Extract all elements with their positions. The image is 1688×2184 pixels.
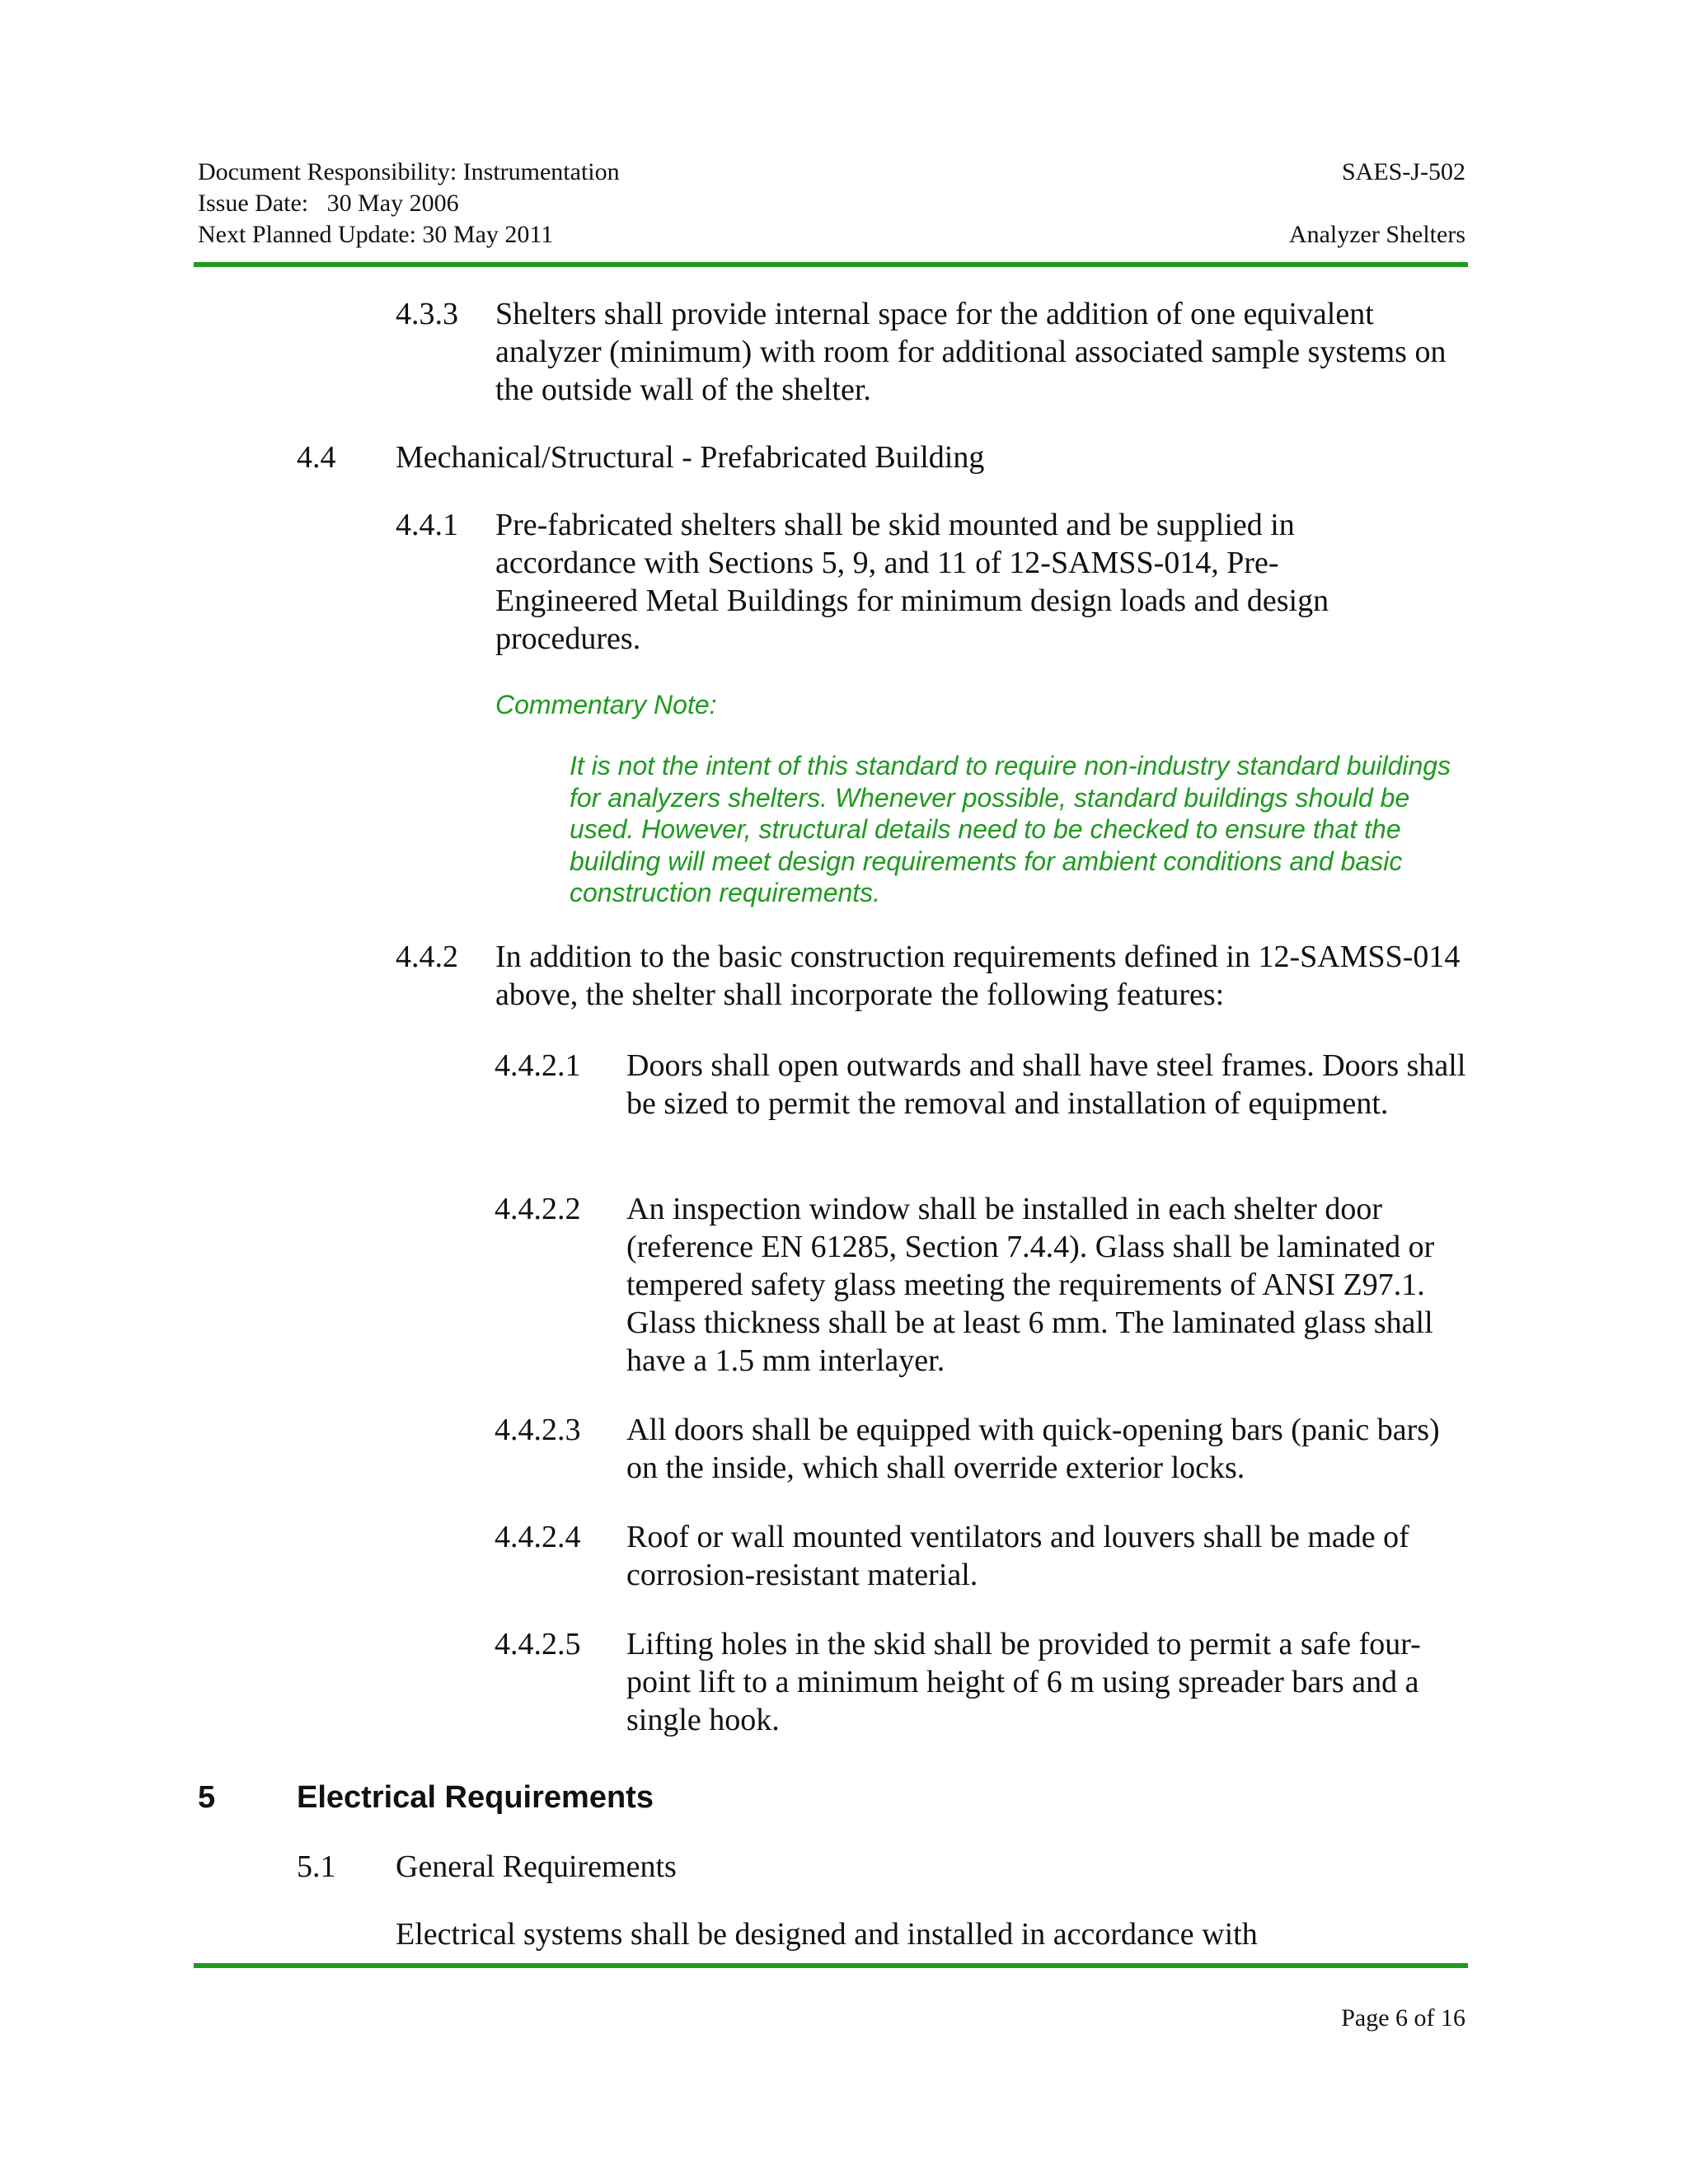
section-heading: Electrical Requirements bbox=[297, 1780, 654, 1815]
section-number: 4.4.2.4 bbox=[495, 1520, 581, 1554]
footer-divider bbox=[194, 1963, 1468, 1968]
section-text: Roof or wall mounted ventilators and louvers shall be made of corrosion-resistant material. bbox=[626, 1520, 1409, 1592]
section-number: 4.4.2.5 bbox=[495, 1627, 581, 1661]
commentary-text: It is not the intent of this standard to require non-industry standard buildings for analyzers shelters. Whenever possible, standard buildings should be used. However, structural details need to be checked to ensure that the building will meet design requirements for ambient conditions and basic construction requirements. bbox=[570, 751, 1451, 907]
section-text: Pre-fabricated shelters shall be skid mounted and be supplied in accordance with Sections 5, 9, and 11 of 12-SAMSS-014, Pre-Engineered Metal Buildings for minimum design loads and design procedures. bbox=[495, 508, 1329, 656]
section-number: 4.4 bbox=[297, 440, 336, 475]
doc-title: Analyzer Shelters bbox=[1288, 221, 1465, 248]
page-header bbox=[198, 157, 1465, 251]
section-text: Electrical systems shall be designed and installed in accordance with bbox=[396, 1917, 1258, 1952]
section-text: In addition to the basic construction requirements defined in 12-SAMSS-014 above, the shelter shall incorporate the following features: bbox=[495, 940, 1461, 1012]
section-text: An inspection window shall be installed in each shelter door (reference EN 61285, Section 7.4.4). Glass shall be laminated or tempered safety glass meeting the requirements of ANSI Z97.1. Glass thickness shall be at least 6 mm. The laminated glass shall have a 1.5 mm interlayer. bbox=[626, 1192, 1435, 1378]
section-number: 5.1 bbox=[297, 1849, 336, 1884]
section-text: Lifting holes in the skid shall be provided to permit a safe four-point lift to a minimum height of 6 m using spreader bars and a single hook. bbox=[626, 1627, 1421, 1737]
header-divider bbox=[194, 262, 1468, 267]
section-number: 4.3.3 bbox=[396, 297, 458, 331]
section-text: Shelters shall provide internal space for the addition of one equivalent analyzer (minimum) with room for additional associated sample systems on the outside wall of the shelter. bbox=[495, 297, 1447, 407]
section-text: Doors shall open outwards and shall have steel frames. Doors shall be sized to permit the removal and installation of equipment. bbox=[626, 1048, 1466, 1121]
section-number: 4.4.2 bbox=[396, 940, 458, 974]
section-number: 4.4.2.1 bbox=[495, 1048, 581, 1083]
section-number: 4.4.2.2 bbox=[495, 1192, 581, 1226]
issue-date: Issue Date: 30 May 2006 bbox=[198, 190, 459, 217]
section-number: 4.4.1 bbox=[396, 508, 458, 542]
next-update: Next Planned Update: 30 May 2011 bbox=[198, 221, 554, 248]
section-5-heading bbox=[198, 1779, 654, 1816]
doc-responsibility: Document Responsibility: Instrumentation bbox=[198, 158, 620, 185]
page-number: Page 6 of 16 bbox=[1341, 2004, 1465, 2032]
section-number: 5 bbox=[198, 1780, 216, 1815]
section-number: 4.4.2.3 bbox=[495, 1413, 581, 1447]
doc-id: SAES-J-502 bbox=[1341, 158, 1465, 185]
section-text: All doors shall be equipped with quick-opening bars (panic bars) on the inside, which shall override exterior locks. bbox=[626, 1413, 1440, 1485]
section-heading: General Requirements bbox=[396, 1849, 677, 1884]
commentary-label: Commentary Note: bbox=[495, 690, 717, 719]
section-heading: Mechanical/Structural - Prefabricated Building bbox=[396, 440, 985, 475]
